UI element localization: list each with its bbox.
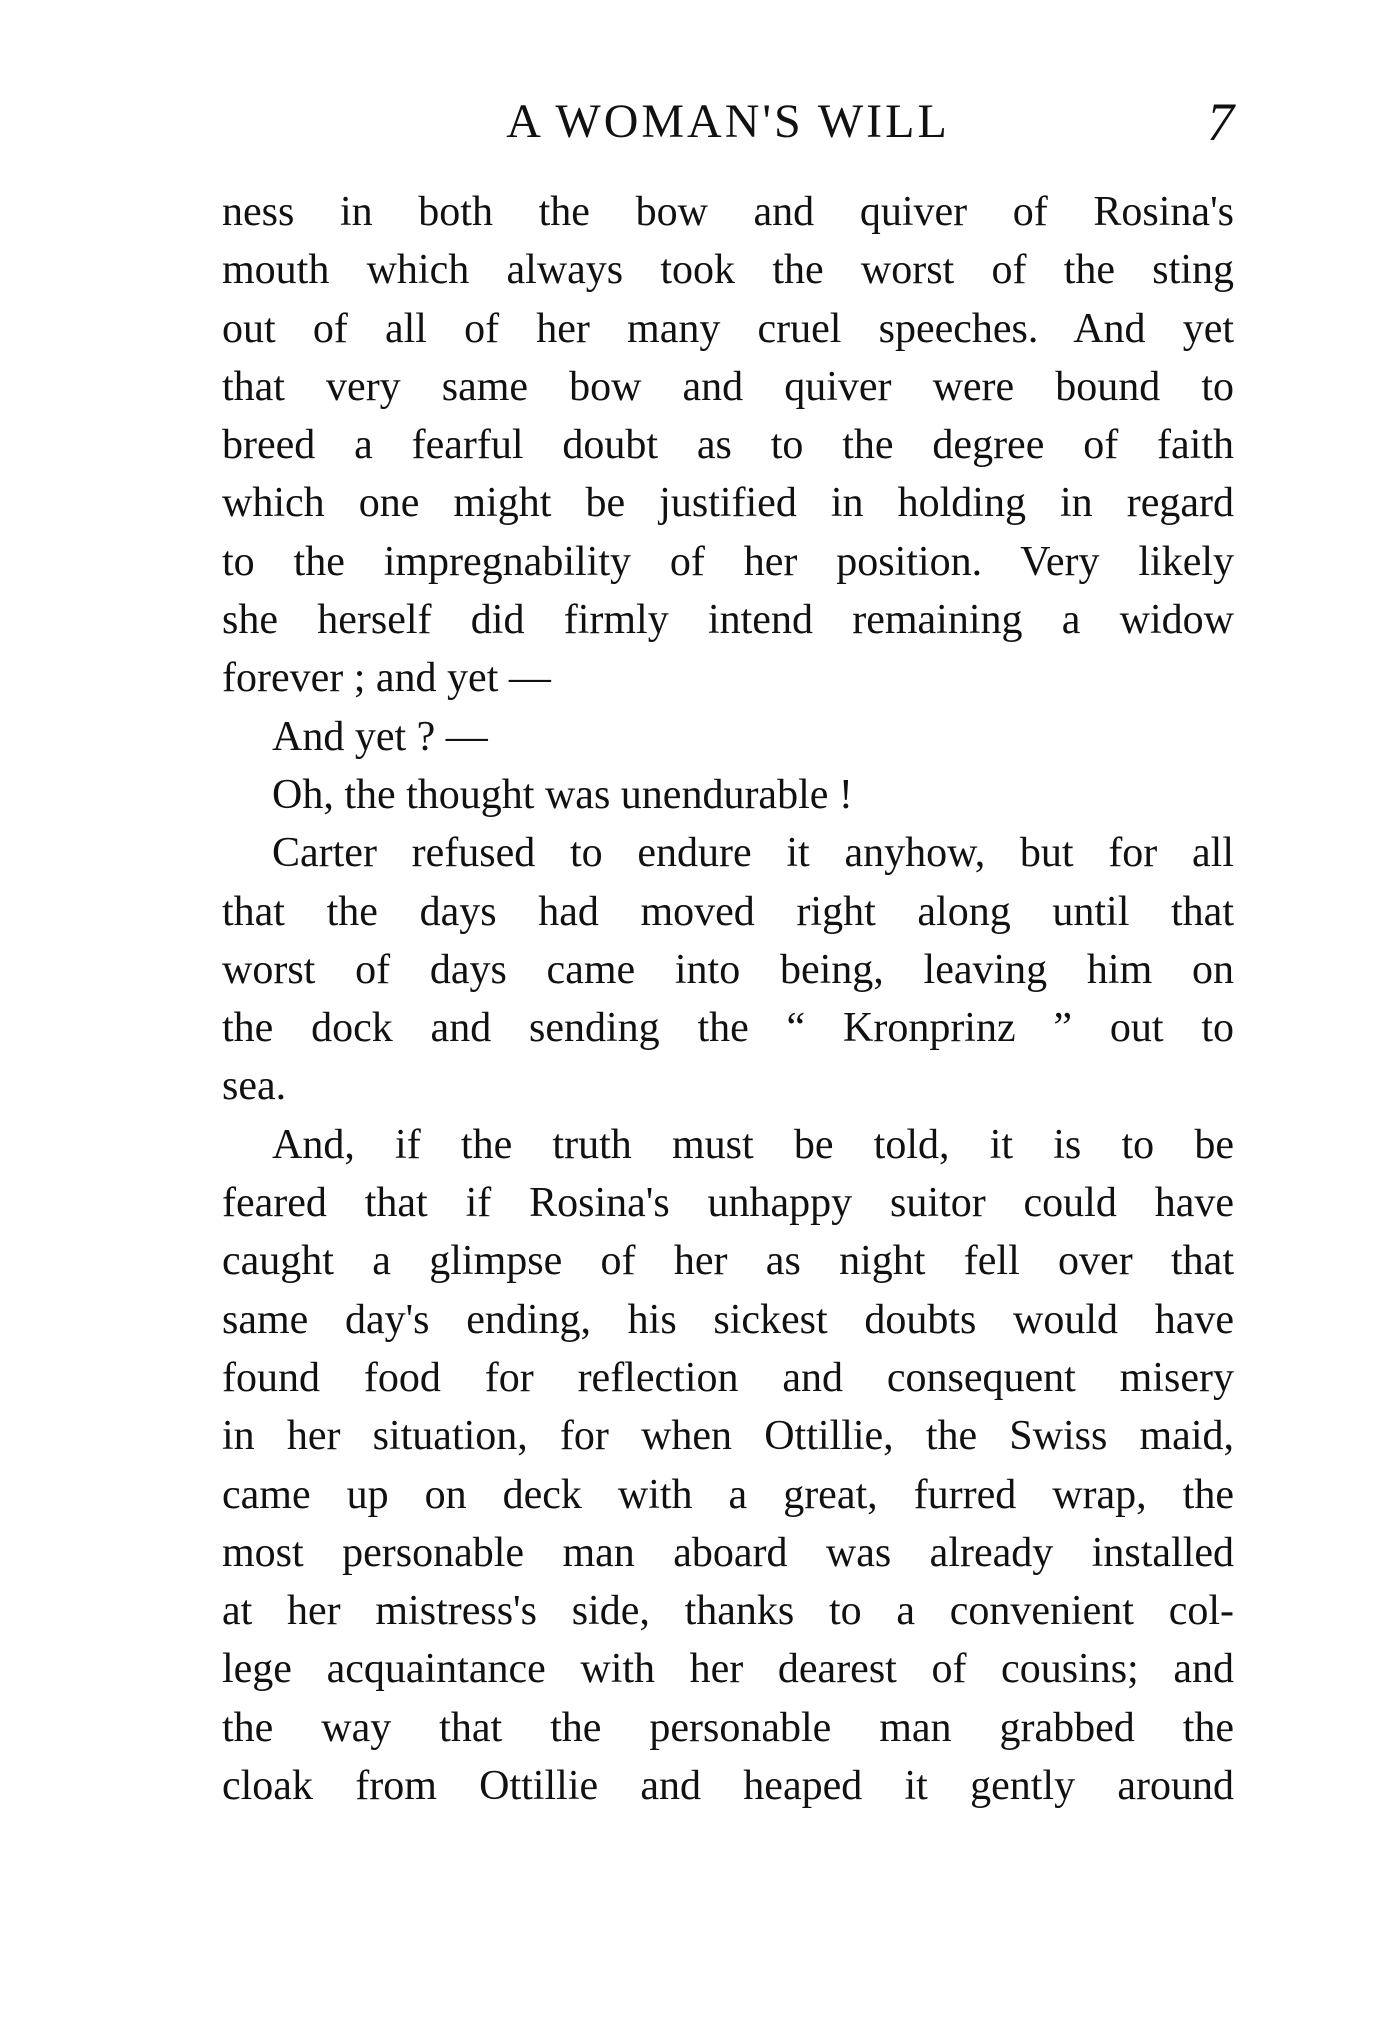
text-line: caught a glimpse of her as night fell over that: [222, 1238, 1234, 1285]
text-line: in her situation, for when Ottillie, the Swiss maid,: [222, 1413, 1234, 1460]
text-line: sea.: [222, 1063, 287, 1110]
text-line: the dock and sending the “ Kronprinz ” out to: [222, 1005, 1234, 1052]
text-line: out of all of her many cruel speeches. And yet: [222, 305, 1234, 352]
text-line: that the days had moved right along until that: [222, 888, 1234, 935]
text-line: most personable man aboard was already installed: [222, 1529, 1234, 1576]
text-line: And, if the truth must be told, it is to be: [272, 1121, 1234, 1168]
text-line: worst of days came into being, leaving him on: [222, 946, 1234, 993]
text-line: Carter refused to endure it anyhow, but for all: [272, 830, 1234, 877]
text-line: And yet ? —: [272, 713, 488, 760]
text-line: at her mistress's side, thanks to a convenient col-: [222, 1588, 1234, 1635]
text-line: Oh, the thought was unendurable !: [272, 771, 853, 818]
text-line: to the impregnability of her position. Very likely: [222, 538, 1234, 585]
text-line: same day's ending, his sickest doubts would have: [222, 1296, 1234, 1343]
text-line: ness in both the bow and quiver of Rosina's: [222, 189, 1234, 235]
page-number: 7: [1207, 92, 1234, 152]
text-line: came up on deck with a great, furred wrap, the: [222, 1471, 1234, 1518]
text-line: breed a fearful doubt as to the degree of faith: [222, 422, 1234, 469]
text-line: lege acquaintance with her dearest of cousins; and: [222, 1646, 1234, 1693]
text-line: cloak from Ottillie and heaped it gently around: [222, 1763, 1234, 1810]
text-line: the way that the personable man grabbed the: [222, 1704, 1234, 1751]
text-line: feared that if Rosina's unhappy suitor could have: [222, 1180, 1234, 1227]
text-line: which one might be justified in holding in regard: [222, 480, 1234, 527]
text-line: she herself did firmly intend remaining a widow: [222, 597, 1234, 644]
running-head: [222, 92, 1234, 152]
running-title: A WOMAN'S WILL: [506, 95, 950, 148]
text-line: found food for reflection and consequent misery: [222, 1354, 1234, 1401]
text-line: mouth which always took the worst of the sting: [222, 247, 1234, 294]
text-line: forever ; and yet —: [222, 655, 551, 702]
text-line: that very same bow and quiver were bound to: [222, 363, 1234, 410]
body-text: [222, 183, 1234, 1815]
